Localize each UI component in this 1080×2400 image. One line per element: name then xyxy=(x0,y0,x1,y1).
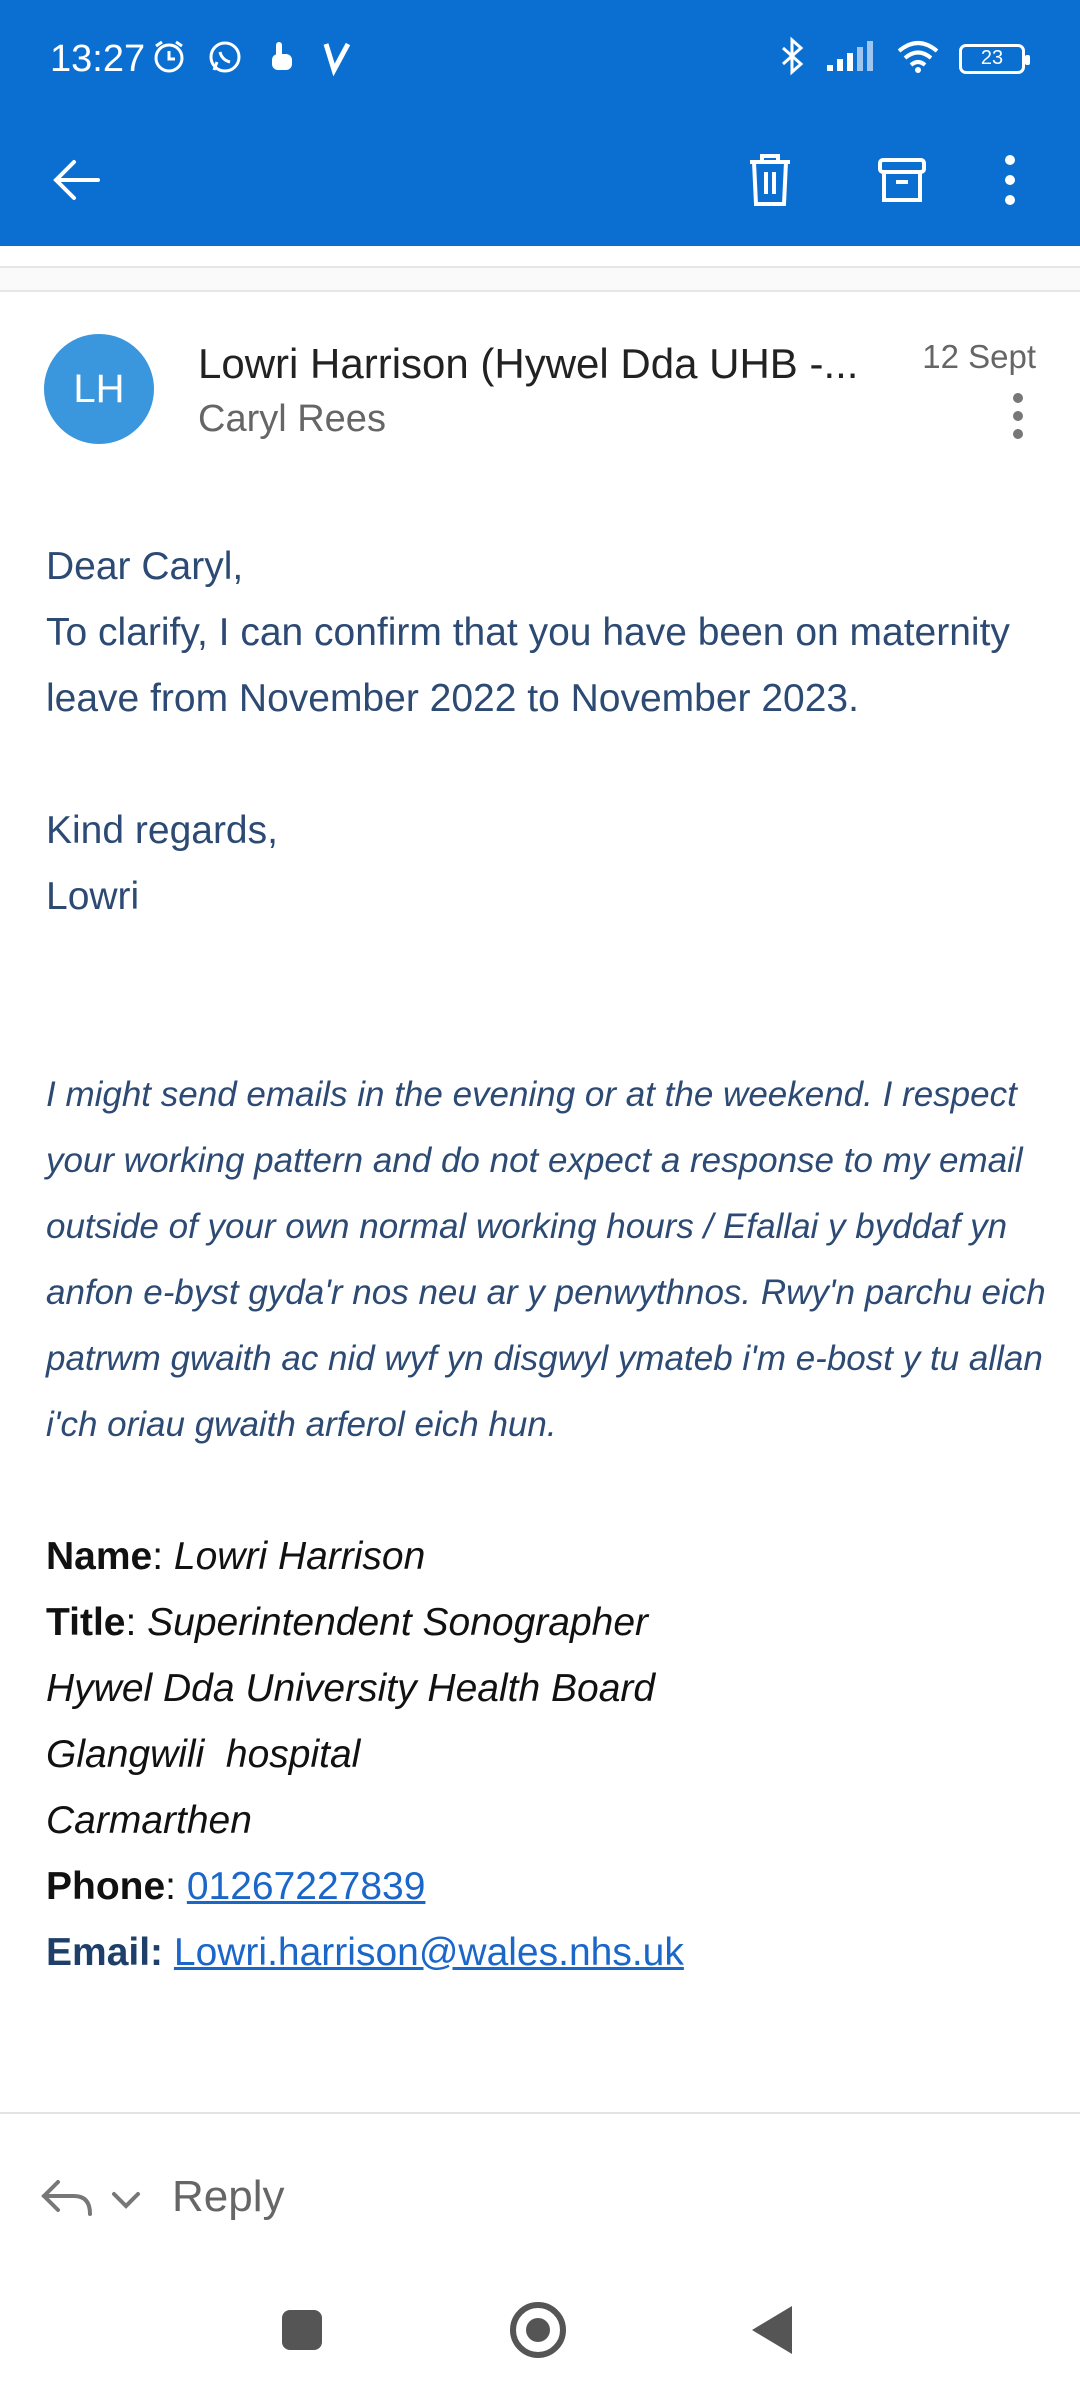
reply-bar xyxy=(0,2112,1080,2282)
archive-icon xyxy=(874,152,930,208)
message-body xyxy=(46,534,1046,1986)
back-icon xyxy=(48,152,104,208)
system-back-button[interactable] xyxy=(752,2306,792,2354)
status-icons-right xyxy=(777,36,1025,81)
signature-town: Carmarthen xyxy=(46,1799,252,1842)
signature-title-value: Superintendent Sonographer xyxy=(147,1601,649,1644)
wifi-icon xyxy=(895,39,941,78)
avatar[interactable]: LH xyxy=(44,334,154,444)
signature-email-line xyxy=(46,1920,1046,1986)
signature-name-value: Lowri Harrison xyxy=(173,1535,426,1578)
phone-link[interactable]: 01267227839 xyxy=(186,1865,426,1908)
archive-button[interactable] xyxy=(862,140,942,220)
more-vertical-icon xyxy=(1000,152,1020,208)
system-nav-bar xyxy=(0,2282,1080,2400)
recents-button[interactable] xyxy=(282,2310,322,2350)
hand-icon xyxy=(262,38,300,81)
signature-email-label: Email: xyxy=(46,1931,164,1974)
working-hours-disclaimer: I might send emails in the evening or at the weekend. I respect your working pattern and do not expect a response to my email outside of your own normal working hours / Efallai y byddaf yn anfon e-byst gyda'r nos neu ar y penwythnos. Rwy'n parchu eich patrwm gwaith ac nid wyf yn disgwyl ymateb i'm e-bost y tu allan i'ch oriau gwaith arferol eich hun. xyxy=(46,1075,1046,1444)
v-app-icon xyxy=(318,38,356,81)
thread-divider xyxy=(0,266,1080,292)
signature-phone-label: Phone xyxy=(46,1865,166,1908)
battery-icon: 23 xyxy=(959,44,1025,74)
message-more-button[interactable] xyxy=(998,388,1038,448)
more-vertical-icon xyxy=(998,388,1038,448)
signature-name-label: Name xyxy=(46,1535,153,1578)
delete-button[interactable] xyxy=(730,140,810,220)
reply-label[interactable]: Reply xyxy=(172,2172,285,2221)
alarm-icon xyxy=(150,38,188,81)
message-date: 12 Sept xyxy=(922,338,1036,375)
status-bar xyxy=(0,0,1080,120)
app-bar xyxy=(0,120,1080,246)
signature-name-line: Name: Lowri Harrison xyxy=(46,1535,426,1578)
spacer xyxy=(46,1458,1046,1524)
reply-options-button[interactable] xyxy=(106,2180,146,2220)
back-button[interactable] xyxy=(36,140,116,220)
trash-icon xyxy=(742,150,798,210)
home-button[interactable] xyxy=(510,2302,566,2358)
reply-button[interactable] xyxy=(38,2174,98,2224)
signature-org: Hywel Dda University Health Board xyxy=(46,1667,656,1710)
sign-name: Lowri xyxy=(46,875,140,918)
spacer xyxy=(46,732,1046,798)
whatsapp-icon xyxy=(206,38,244,81)
signature-title-line: Title: Superintendent Sonographer xyxy=(46,1601,649,1644)
sign-off: Kind regards, xyxy=(46,809,278,852)
status-time: 13:27 xyxy=(50,38,146,80)
more-options-button[interactable] xyxy=(980,140,1040,220)
spacer xyxy=(46,930,1046,1062)
chevron-down-icon xyxy=(106,2180,146,2220)
signature-phone-line: Phone: 01267227839 xyxy=(46,1865,426,1908)
signature-title-label: Title xyxy=(46,1601,126,1644)
message-header[interactable] xyxy=(0,300,1080,460)
signal-icon xyxy=(825,39,877,78)
body-paragraph: To clarify, I can confirm that you have been on maternity leave from November 2022 to November 2023. xyxy=(46,611,1010,720)
signature-site: Glangwili hospital xyxy=(46,1733,361,1776)
greeting: Dear Caryl, xyxy=(46,545,244,588)
email-link[interactable]: Lowri.harrison@wales.nhs.uk xyxy=(173,1931,684,1974)
reply-icon xyxy=(38,2174,98,2224)
sender-name: Lowri Harrison (Hywel Dda UHB -... xyxy=(198,340,859,387)
bluetooth-icon xyxy=(777,36,807,81)
recipient-name: Caryl Rees xyxy=(198,398,386,440)
status-icons-left xyxy=(150,38,356,81)
